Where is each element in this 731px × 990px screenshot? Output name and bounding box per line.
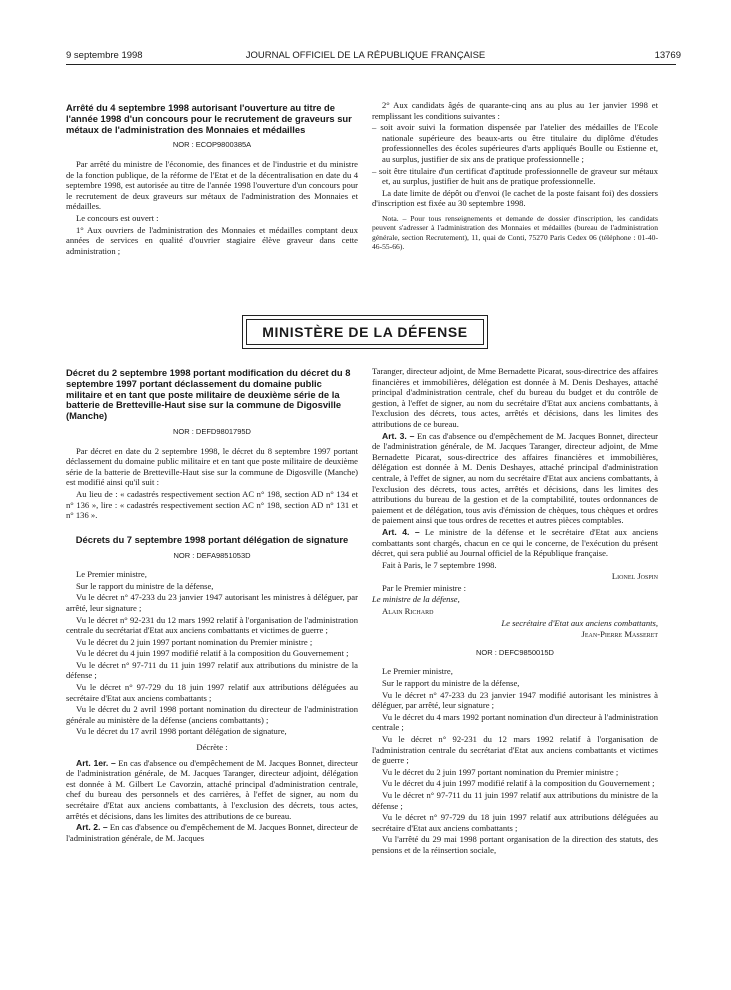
arrete-paragraph: Par arrêté du ministre de l'économie, des finances et de l'industrie et du ministre de la fonction publique, de la réforme de l'Etat et de la décentralisation en date du 4 septembre 1998, est autorisée au titre de l'année 1998 l'ouverture d'un concours pour le recrutement de deux graveurs sur métaux de l'administration des Monnaies et médailles.	[66, 158, 358, 212]
arrete-note: Nota. – Pour tous renseignements et demande de dossier d'inscription, les candidats peuvent s'adresser à l'administration des Monnaies et médailles (bureau de l'administration générale, section Recrutement), 11, quai de Conti, 75270 Paris Cedex 06 (téléphone : 01-40-46-55-66).	[372, 213, 658, 252]
header-rule	[66, 64, 676, 65]
visa-line: Vu le décret du 2 avril 1998 portant nomination du directeur de l'administration générale au ministère de la défense (anciens combattants) ;	[66, 704, 358, 725]
visa-line: Sur le rapport du ministre de la défense,	[76, 580, 214, 591]
top-left-column	[66, 103, 358, 257]
visa-line: Vu le décret n° 97-729 du 18 juin 1997 relatif aux attributions déléguées au secrétaire d'Etat aux anciens combattants ;	[66, 682, 358, 703]
article-label: Art. 1er. –	[76, 757, 116, 768]
top-right-column	[372, 100, 658, 253]
article-label: Art. 2. –	[76, 822, 108, 833]
arrete-paragraph: 1° Aux ouvriers de l'administration des Monnaies et médailles comptant deux années de services en qualité d'ouvrier stagiaire élève graveur dans cette administration ;	[66, 224, 358, 256]
visa-line: Vu le décret du 2 juin 1997 portant nomination du Premier ministre ;	[76, 636, 313, 647]
article-text: En cas d'absence ou d'empêchement de M. Jacques Bonnet, directeur de l'administration générale, de M. Jacques Taranger, directeur adjoint, délégation est donnée à M. Gilbert Le Cavorzin, attaché principal d'administration centrale, chef du bureau des personnels et des carrières, à l'effet de signer, au nom du secrétaire d'Etat aux anciens combattants, à l'exclusion des décrets, tous actes, arrêtés et décisions, dans les limites des attributions de ce bureau.	[66, 757, 358, 821]
bottom-right-column	[372, 366, 658, 857]
article-text: En cas d'absence ou d'empêchement de M. Jacques Bonnet, directeur de l'administration générale, de M. Jacques Taranger, directeur adjoint, de Mme Bernadette Picarat, sous-directrice des affaires financières et immobilières, délégation est donnée à M. Denis Deshayes, attaché principal d'administration centrale, à l'effet de signer, au nom du secrétaire d'Etat aux anciens combattants, à l'exclusion des décrets, tous actes, arrêtés et décisions, dans les limites des attributions du bureau de la gestion et de la comptabilité, toutes ordonnances de paiement et de délégation, tous avis d'émission de chèques, tous chèques et ordres de paiement ainsi que tous ordres de recettes et autres pièces comptables.	[372, 430, 658, 526]
visa-line: Sur le rapport du ministre de la défense,	[382, 678, 520, 689]
visa-line: Vu le décret n° 97-729 du 18 juin 1997 relatif aux attributions déléguées au secrétaire d'Etat aux anciens combattants ;	[372, 812, 658, 833]
visa-line: Vu le décret n° 92-231 du 12 mars 1992 relatif à l'organisation de l'administration centrale du secrétariat d'Etat aux anciens combattants et victimes de guerre ;	[372, 734, 658, 766]
visa-line: Vu le décret n° 47-233 du 23 janvier 1947 modifié autorisant les ministres à déléguer, par arrêté, leur signature ;	[372, 689, 658, 711]
arrete-paragraph: Le concours est ouvert :	[76, 212, 159, 223]
article-paragraph	[372, 431, 658, 526]
decret-paragraph: Par décret en date du 2 septembre 1998, le décret du 8 septembre 1997 portant déclassement du domaine public militaire et en tant que poste militaire de deuxième série de la batterie de Bretteville-Haut sise sur la commune de Digosville (Manche) est modifié ainsi qu'il suit :	[66, 445, 358, 488]
visa-line: Vu le décret du 4 mars 1992 portant nomination d'un directeur à l'administration centrale ;	[372, 711, 658, 733]
decrets-nor: NOR : DEFA9851053D	[173, 550, 251, 560]
arrete-condition: – soit être titulaire d'un certificat d'aptitude professionnelle de graveur sur métaux et, au surplus, justifier de huit ans de pratique professionnelle.	[372, 165, 658, 187]
visa-line: Vu l'arrêté du 29 mai 1998 portant organisation de la direction des statuts, des pensions et de la réinsertion sociale,	[372, 834, 658, 855]
signatory-prime-minister: Lionel Jospin	[611, 571, 658, 582]
visa-line: Le Premier ministre,	[382, 666, 453, 677]
done-at-line: Fait à Paris, le 7 septembre 1998.	[382, 559, 497, 570]
article-text: En cas d'absence ou d'empêchement de M. Jacques Bonnet, directeur de l'administration générale, de M. Jacques	[66, 822, 358, 843]
decret-paragraph: Au lieu de : « cadastrés respectivement section AC n° 198, section AD n° 134 et n° 136 », lire : « cadastrés respectivement section AC n° 198, section AD n° 131 et n° 136 ».	[66, 488, 358, 521]
visa-line: Vu le décret du 17 avril 1998 portant délégation de signature,	[76, 726, 287, 737]
header-date: 9 septembre 1998	[66, 50, 143, 61]
header-page-number: 13769	[654, 50, 681, 61]
article-continuation: Taranger, directeur adjoint, de Mme Bernadette Picarat, sous-directrice des affaires financières et immobilières, délégation est donnée à M. Denis Deshayes, attaché principal d'administration centrale, chef du bureau du budget et du contrôle de gestion, à l'effet de signer, au nom du secrétaire d'Etat aux anciens combattants, à l'exclusion des décrets, tous actes, arrêtés et décisions, dans les limites des attributions de ce bureau.	[372, 366, 658, 429]
arrete-title: Arrêté du 4 septembre 1998 autorisant l'ouverture au titre de l'année 1998 d'un concours pour le recrutement de graveurs sur métaux de l'administration des Monnaies et médailles	[66, 102, 352, 135]
minister-title: Le ministre de la défense,	[372, 594, 460, 605]
article-paragraph	[66, 822, 358, 843]
arrete-paragraph: 2° Aux candidats âgés de quarante-cinq ans au plus au 1er janvier 1998 et remplissant les conditions suivantes :	[372, 100, 658, 121]
header-journal-title: JOURNAL OFFICIEL DE LA RÉPUBLIQUE FRANÇAISE	[245, 50, 486, 61]
secretary-title: Le secrétaire d'Etat aux anciens combattants,	[501, 617, 658, 628]
article-text: Le ministre de la défense et le secrétaire d'Etat aux anciens combattants sont chargés, chacun en ce qui le concerne, de l'exécution du présent décret, qui sera publié au Journal officiel de la République française.	[372, 526, 658, 559]
decrete-heading: Décrète :	[196, 742, 228, 753]
article-paragraph	[66, 758, 358, 822]
visa-line: Vu le décret n° 97-711 du 11 juin 1997 relatif aux attributions du ministre de la défense ;	[372, 789, 658, 811]
visa-line: Vu le décret n° 47-233 du 23 janvier 1947 autorisant les ministres à déléguer, par arrêté, leur signature ;	[66, 592, 358, 613]
arrete-paragraph: La date limite de dépôt ou d'envoi (le cachet de la poste faisant foi) des dossiers d'inscription est fixée au 30 septembre 1998.	[372, 187, 658, 209]
visa-line: Vu le décret n° 92-231 du 12 mars 1992 relatif à l'organisation de l'administration centrale du secrétariat d'Etat aux anciens combattants et victimes de guerre ;	[66, 614, 358, 636]
article-label: Art. 3. –	[382, 430, 415, 441]
article-label: Art. 4. –	[382, 526, 420, 537]
article-paragraph	[372, 527, 658, 559]
arrete-nor: NOR : ECOP9800385A	[172, 140, 252, 150]
visa-line: Vu le décret du 4 juin 1997 modifié relatif à la composition du Gouvernement ;	[76, 648, 349, 659]
by-prime-minister: Par le Premier ministre :	[382, 582, 467, 593]
arrete-condition: – soit avoir suivi la formation dispensée par l'atelier des médailles de l'Ecole nationale supérieure des beaux-arts ou être titulaire du diplôme d'études professionnelles des écoles supérieures d'arts appliqués Boulle ou Estienne et, au surplus, justifier de six ans de pratique professionnelle ;	[372, 122, 658, 164]
signatory-secretary: Jean-Pierre Masseret	[581, 629, 658, 640]
visa-line: Vu le décret du 4 juin 1997 modifié relatif à la composition du Gouvernement ;	[382, 778, 655, 789]
signatory-minister: Alain Richard	[382, 606, 434, 617]
decret-title: Décret du 2 septembre 1998 portant modification du décret du 8 septembre 1997 portant déclassement du domaine public militaire et en tant que poste militaire de deuxième série de la batterie de Bretteville-Haut sise sur la commune de Digosville (Manche)	[66, 367, 351, 422]
decret-nor: NOR : DEFD9801795D	[173, 426, 251, 436]
decrets-title: Décrets du 7 septembre 1998 portant délégation de signature	[75, 533, 349, 545]
ministry-banner: MINISTÈRE DE LA DÉFENSE	[242, 315, 488, 349]
decret-nor: NOR : DEFC9850015D	[476, 647, 554, 657]
bottom-left-column	[66, 368, 358, 844]
visa-line: Vu le décret du 2 juin 1997 portant nomination du Premier ministre ;	[382, 766, 619, 777]
visa-line: Vu le décret n° 97-711 du 11 juin 1997 relatif aux attributions du ministre de la défense ;	[66, 659, 358, 681]
visa-line: Le Premier ministre,	[76, 569, 147, 580]
